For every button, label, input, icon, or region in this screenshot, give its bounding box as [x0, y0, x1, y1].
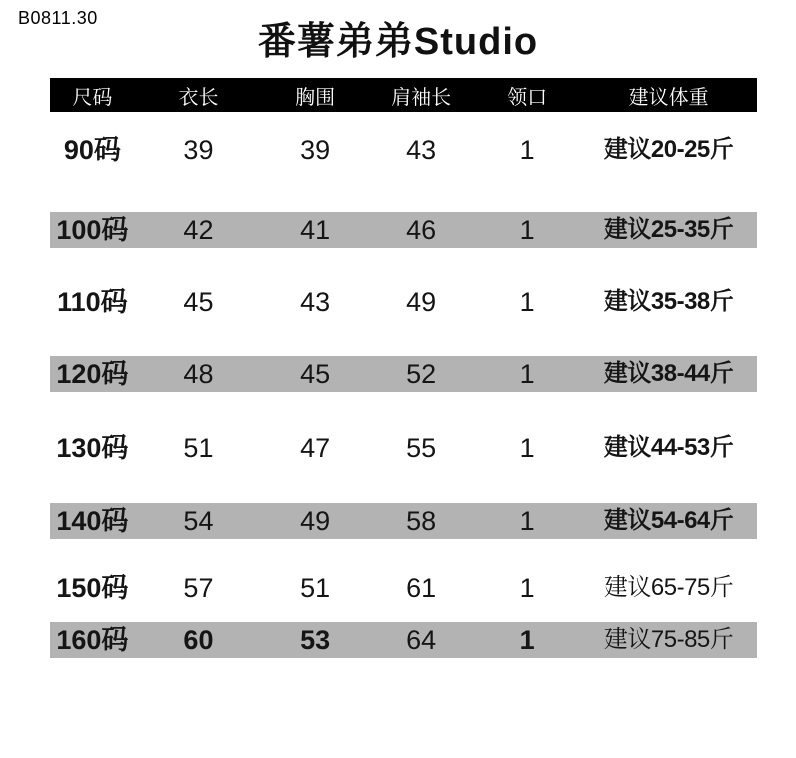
- cell-shoulder-sleeve: 64: [406, 625, 437, 655]
- cell-chest: 53: [300, 625, 331, 655]
- header-neckline: 领口: [507, 86, 548, 109]
- cell-chest: 45: [300, 359, 331, 389]
- cell-shoulder-sleeve: 49: [406, 287, 437, 317]
- cell-shoulder-sleeve: 46: [406, 215, 437, 245]
- cell-chest: 39: [300, 135, 331, 165]
- cell-shoulder-sleeve: 61: [406, 573, 437, 603]
- table-row: [50, 622, 757, 658]
- cell-chest: 41: [300, 215, 331, 245]
- cell-neckline: 1: [519, 135, 535, 165]
- cell-size: 160码: [56, 625, 129, 655]
- cell-garment-length: 57: [183, 573, 214, 603]
- cell-neckline: 1: [519, 359, 535, 389]
- cell-suggested-weight: 建议75-85斤: [603, 626, 734, 653]
- cell-size: 100码: [56, 215, 129, 245]
- table-row: [50, 284, 757, 320]
- cell-size: 150码: [56, 573, 129, 603]
- size-chart-table: [50, 78, 757, 658]
- cell-size: 140码: [56, 506, 129, 536]
- header-garment-length: 衣长: [178, 86, 219, 109]
- header-suggested-weight: 建议体重: [628, 86, 709, 109]
- table-row: [50, 356, 757, 392]
- cell-chest: 43: [300, 287, 331, 317]
- cell-garment-length: 42: [183, 215, 214, 245]
- table-row: [50, 132, 757, 168]
- cell-chest: 47: [300, 433, 331, 463]
- cell-shoulder-sleeve: 43: [406, 135, 437, 165]
- cell-suggested-weight: 建议38-44斤: [603, 360, 734, 387]
- cell-suggested-weight: 建议20-25斤: [603, 136, 734, 163]
- cell-neckline: 1: [519, 573, 535, 603]
- cell-neckline: 1: [519, 506, 535, 536]
- cell-suggested-weight: 建议54-64斤: [603, 507, 734, 534]
- cell-garment-length: 39: [183, 135, 214, 165]
- cell-suggested-weight: 建议44-53斤: [603, 434, 734, 461]
- cell-size: 120码: [56, 359, 129, 389]
- table-row: [50, 430, 757, 466]
- product-code-watermark: B0811.30: [18, 8, 98, 28]
- page-title: 番薯弟弟Studio: [257, 21, 539, 63]
- table-row: [50, 212, 757, 248]
- cell-size: 130码: [56, 433, 129, 463]
- header-shoulder-sleeve: 肩袖长: [391, 86, 452, 109]
- cell-garment-length: 45: [183, 287, 214, 317]
- table-body: [50, 132, 757, 658]
- cell-chest: 49: [300, 506, 331, 536]
- table-header-row: [50, 78, 757, 112]
- cell-neckline: 1: [519, 625, 535, 655]
- cell-neckline: 1: [519, 215, 535, 245]
- cell-neckline: 1: [519, 287, 535, 317]
- cell-size: 110码: [57, 287, 128, 317]
- table-row: [50, 570, 757, 606]
- header-chest: 胸围: [295, 86, 336, 109]
- cell-size: 90码: [63, 135, 121, 165]
- cell-shoulder-sleeve: 58: [406, 506, 437, 536]
- cell-garment-length: 48: [183, 359, 214, 389]
- cell-garment-length: 60: [183, 625, 214, 655]
- cell-chest: 51: [300, 573, 331, 603]
- cell-neckline: 1: [519, 433, 535, 463]
- cell-shoulder-sleeve: 55: [406, 433, 437, 463]
- cell-garment-length: 51: [183, 433, 214, 463]
- cell-shoulder-sleeve: 52: [406, 359, 437, 389]
- cell-suggested-weight: 建议25-35斤: [603, 216, 734, 243]
- cell-garment-length: 54: [183, 506, 214, 536]
- cell-suggested-weight: 建议35-38斤: [603, 288, 734, 315]
- header-size: 尺码: [72, 86, 113, 109]
- table-row: [50, 503, 757, 539]
- cell-suggested-weight: 建议65-75斤: [603, 574, 734, 601]
